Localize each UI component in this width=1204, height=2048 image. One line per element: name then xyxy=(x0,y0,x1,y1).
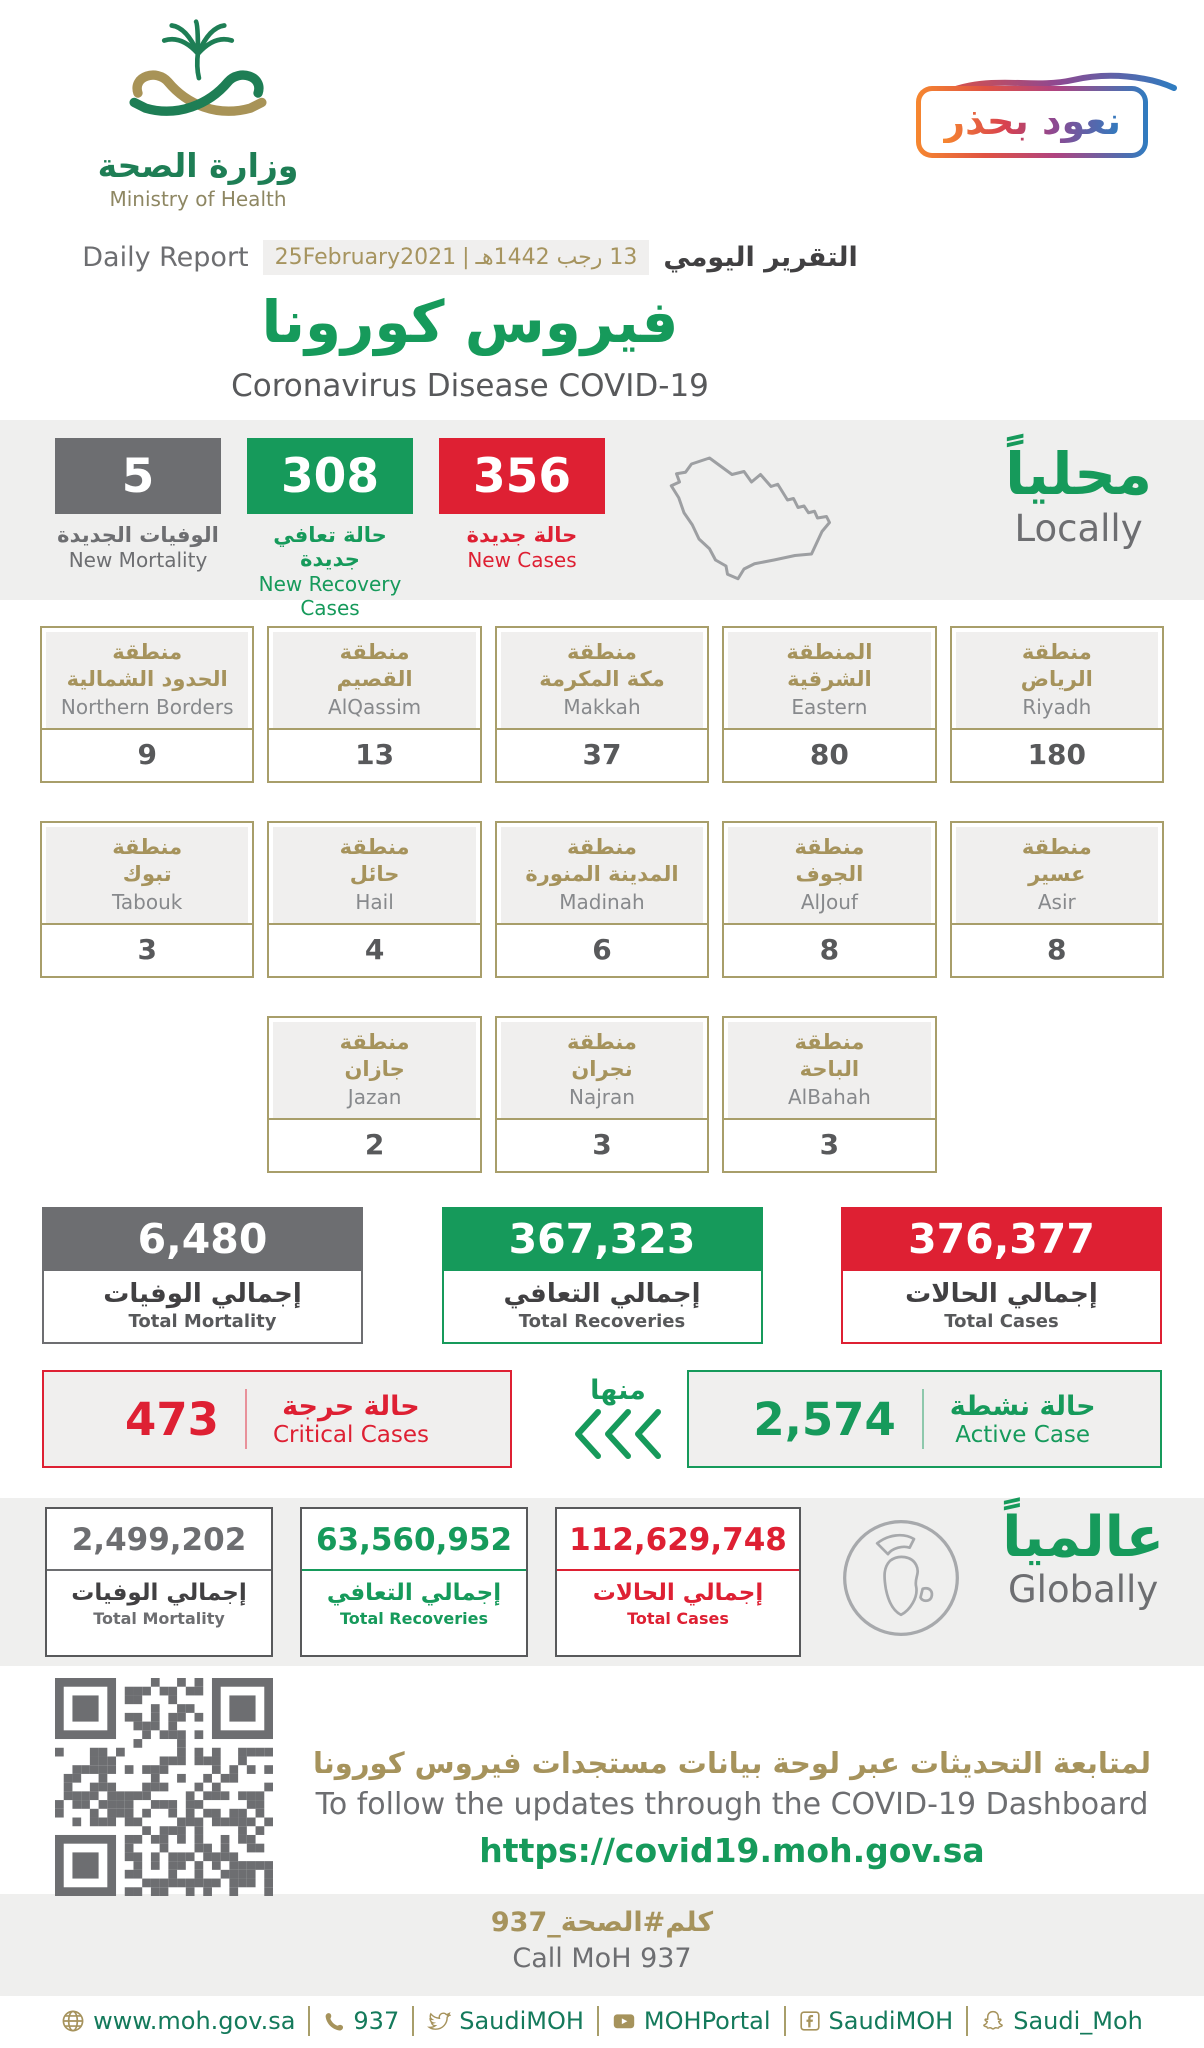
region-case-count: 3 xyxy=(724,1120,934,1171)
regions-grid xyxy=(0,600,1204,1173)
region-name-arabic: منطقة xyxy=(1021,640,1092,664)
report-date xyxy=(263,240,650,275)
region-name-arabic-2: جازان xyxy=(344,1057,405,1082)
divider xyxy=(784,2006,786,2036)
call-moh-section xyxy=(0,1894,1204,1996)
new-recovery-label-english: New Recovery Cases xyxy=(258,572,402,620)
dashboard-url-link[interactable]: https://covid19.moh.gov.sa xyxy=(479,1831,985,1870)
region-name-arabic-2: الباحة xyxy=(799,1057,860,1082)
global-cases-value: 112,629,748 xyxy=(557,1509,799,1571)
region-case-count: 8 xyxy=(952,925,1162,976)
footer-snapchat-label: Saudi_Moh xyxy=(1013,2007,1143,2035)
region-card-riyadh xyxy=(950,626,1164,783)
region-name-arabic-2: مكة المكرمة xyxy=(539,667,665,692)
locally-section xyxy=(0,420,1204,620)
region-name-arabic: المنطقة xyxy=(786,640,873,664)
region-name-arabic-2: الجوف xyxy=(795,862,864,887)
region-name-arabic-2: المدينة المنورة xyxy=(525,862,679,887)
snapchat-icon xyxy=(981,2009,1005,2033)
region-case-count: 180 xyxy=(952,730,1162,781)
global-recoveries-value: 63,560,952 xyxy=(302,1509,526,1571)
critical-cases-label-arabic: حالة حرجة xyxy=(282,1390,420,1422)
region-name-english: Riyadh xyxy=(1022,694,1092,719)
report-header-line xyxy=(0,240,940,275)
global-recoveries-label-arabic: إجمالي التعافي xyxy=(326,1580,502,1606)
region-name-english: Asir xyxy=(1037,889,1076,914)
of-which-connector xyxy=(570,1375,666,1464)
region-name-arabic-2: عسير xyxy=(1028,862,1086,887)
report-date-gregorian: 25February2021 xyxy=(274,245,457,270)
global-mortality-label-arabic: إجمالي الوفيات xyxy=(71,1580,247,1606)
region-name-english: Eastern xyxy=(791,694,868,719)
twitter-icon xyxy=(427,2009,451,2033)
region-name-arabic-2: الحدود الشمالية xyxy=(66,667,228,692)
divider xyxy=(966,2006,968,2036)
new-mortality-stat xyxy=(55,438,221,572)
total-cases-box xyxy=(841,1207,1162,1344)
region-name-arabic-2: الشرقية xyxy=(787,667,872,692)
daily-report-label: Daily Report xyxy=(82,242,249,273)
region-case-count: 9 xyxy=(42,730,252,781)
logo-title-arabic: وزارة الصحة xyxy=(97,146,299,185)
footer-bar xyxy=(0,1996,1204,2046)
region-case-count: 3 xyxy=(42,925,252,976)
region-name-arabic: منطقة xyxy=(339,835,410,859)
region-name-arabic: منطقة xyxy=(112,835,183,859)
active-cases-value: 2,574 xyxy=(753,1392,896,1446)
new-cases-label-arabic: حالة جديدة xyxy=(466,523,578,547)
active-cases-label-arabic: حالة نشطة xyxy=(949,1390,1096,1422)
page-title-english: Coronavirus Disease COVID-19 xyxy=(231,368,709,404)
globally-section xyxy=(0,1498,1204,1666)
total-mortality-label-english: Total Mortality xyxy=(128,1311,277,1332)
globally-heading-arabic: عالمياً xyxy=(1002,1505,1164,1570)
new-recovery-label-arabic: حالة تعافي جديدة xyxy=(273,523,387,571)
global-cases-box xyxy=(555,1507,801,1657)
total-recoveries-box xyxy=(442,1207,763,1344)
region-name-arabic: منطقة xyxy=(794,1030,865,1054)
facebook-icon xyxy=(799,2010,821,2032)
new-recovery-stat xyxy=(247,438,413,620)
locally-heading-english: Locally xyxy=(1014,506,1143,550)
call-moh-english: Call MoH 937 xyxy=(512,1943,692,1974)
footer-facebook-label: SaudiMOH xyxy=(828,2007,954,2035)
daily-report-label-arabic: التقرير اليومي xyxy=(663,242,858,273)
total-mortality-label-arabic: إجمالي الوفيات xyxy=(103,1279,302,1309)
global-mortality-value: 2,499,202 xyxy=(47,1509,271,1571)
region-name-english: Tabouk xyxy=(112,889,183,914)
call-moh-arabic: كلم#الصحة_937 xyxy=(490,1907,714,1938)
region-case-count: 13 xyxy=(269,730,479,781)
total-cases-label-arabic: إجمالي الحالات xyxy=(905,1279,1098,1309)
footer-phone[interactable] xyxy=(323,2007,399,2035)
return-with-caution-badge xyxy=(916,86,1148,158)
global-mortality-label-english: Total Mortality xyxy=(93,1609,225,1628)
new-cases-stat xyxy=(439,438,605,572)
footer-twitter[interactable] xyxy=(427,2007,584,2035)
region-name-arabic: منطقة xyxy=(567,835,637,859)
critical-cases-box xyxy=(42,1370,512,1468)
global-recoveries-label-english: Total Recoveries xyxy=(340,1609,488,1628)
region-case-count: 80 xyxy=(724,730,934,781)
region-card-alqassim xyxy=(267,626,481,783)
region-card-eastern xyxy=(722,626,936,783)
header xyxy=(0,0,1204,420)
badge-text: نعود بحذر xyxy=(943,99,1121,143)
region-name-arabic: منطقة xyxy=(112,640,183,664)
global-recoveries-box xyxy=(300,1507,528,1657)
locally-heading xyxy=(1005,438,1152,550)
region-name-arabic-2: حائل xyxy=(349,862,400,887)
new-mortality-value: 5 xyxy=(55,438,221,514)
region-card-tabouk xyxy=(40,821,254,978)
region-name-english: AlQassim xyxy=(328,694,422,719)
footer-youtube[interactable] xyxy=(612,2007,771,2035)
report-date-hijri: 13 رجب 1442هـ xyxy=(475,245,638,270)
region-name-arabic-2: نجران xyxy=(571,1057,633,1082)
global-cases-label-arabic: إجمالي الحالات xyxy=(592,1580,764,1606)
region-name-english: Northern Borders xyxy=(60,694,234,719)
region-card-asir xyxy=(950,821,1164,978)
total-mortality-value: 6,480 xyxy=(42,1207,363,1271)
region-name-english: Makkah xyxy=(563,694,641,719)
chevrons-left-icon xyxy=(570,1408,666,1460)
region-card-northern-borders xyxy=(40,626,254,783)
region-case-count: 37 xyxy=(497,730,707,781)
footer-twitter-label: SaudiMOH xyxy=(459,2007,584,2035)
totals-row xyxy=(42,1207,1162,1344)
critical-cases-value: 473 xyxy=(125,1392,219,1446)
new-cases-value: 356 xyxy=(439,438,605,514)
total-recoveries-label-arabic: إجمالي التعافي xyxy=(503,1279,701,1309)
footer-facebook[interactable] xyxy=(799,2007,954,2035)
critical-active-row xyxy=(42,1370,1162,1468)
divider xyxy=(308,2006,310,2036)
footer-snapchat[interactable] xyxy=(981,2007,1143,2035)
globally-heading xyxy=(1002,1507,1164,1611)
moh-emblem-icon xyxy=(103,18,293,140)
region-card-madinah xyxy=(495,821,709,978)
region-card-hail xyxy=(267,821,481,978)
region-name-english: Madinah xyxy=(559,889,645,914)
globe-icon xyxy=(836,1513,966,1643)
region-name-english: Jazan xyxy=(347,1084,402,1109)
region-name-arabic-2: القصيم xyxy=(336,667,413,692)
footer-website[interactable] xyxy=(61,2007,295,2035)
report-date-separator: | xyxy=(462,245,470,270)
saudi-arabia-map-icon xyxy=(645,440,870,590)
total-mortality-box xyxy=(42,1207,363,1344)
region-card-aljouf xyxy=(722,821,936,978)
of-which-label-arabic: منها xyxy=(590,1374,646,1406)
dashboard-section xyxy=(0,1666,1204,1894)
global-mortality-box xyxy=(45,1507,273,1657)
region-name-arabic: منطقة xyxy=(567,640,637,664)
region-name-arabic: منطقة xyxy=(339,640,410,664)
region-card-jazan xyxy=(267,1016,481,1173)
phone-icon xyxy=(323,2010,345,2032)
region-case-count: 3 xyxy=(497,1120,707,1171)
region-name-arabic: منطقة xyxy=(567,1030,637,1054)
region-name-arabic: منطقة xyxy=(794,835,865,859)
region-case-count: 6 xyxy=(497,925,707,976)
locally-heading-arabic: محلياً xyxy=(1005,440,1152,508)
global-cases-label-english: Total Cases xyxy=(627,1609,729,1628)
globally-heading-english: Globally xyxy=(1008,1567,1159,1611)
region-card-albahah xyxy=(722,1016,936,1173)
region-case-count: 8 xyxy=(724,925,934,976)
divider xyxy=(597,2006,599,2036)
globe-icon xyxy=(61,2009,85,2033)
moh-logo xyxy=(58,18,338,211)
youtube-icon xyxy=(612,2009,636,2033)
total-recoveries-value: 367,323 xyxy=(442,1207,763,1271)
new-cases-label-english: New Cases xyxy=(467,548,577,572)
region-name-english: AlJouf xyxy=(800,889,858,914)
dashboard-text-english: To follow the updates through the COVID-19 Dashboard xyxy=(315,1787,1149,1822)
region-name-arabic-2: تبوك xyxy=(122,862,172,887)
region-card-makkah xyxy=(495,626,709,783)
critical-cases-label-english: Critical Cases xyxy=(272,1421,429,1448)
region-name-arabic: منطقة xyxy=(1021,835,1092,859)
region-card-najran xyxy=(495,1016,709,1173)
new-mortality-label-arabic: الوفيات الجديدة xyxy=(57,523,219,547)
footer-phone-label: 937 xyxy=(353,2007,400,2035)
logo-title-english: Ministry of Health xyxy=(109,187,287,211)
qr-code xyxy=(55,1678,273,1896)
region-name-english: Najran xyxy=(569,1084,635,1109)
region-case-count: 4 xyxy=(269,925,479,976)
region-case-count: 2 xyxy=(269,1120,479,1171)
region-name-arabic-2: الرياض xyxy=(1020,667,1093,692)
active-cases-box xyxy=(687,1370,1162,1468)
divider xyxy=(245,1389,247,1449)
total-recoveries-label-english: Total Recoveries xyxy=(518,1311,686,1332)
region-name-english: AlBahah xyxy=(787,1084,871,1109)
active-cases-label-english: Active Case xyxy=(955,1421,1091,1448)
page-title-arabic: فيروس كورونا xyxy=(261,288,679,356)
footer-website-label: www.moh.gov.sa xyxy=(93,2007,296,2035)
region-name-english: Hail xyxy=(355,889,394,914)
total-cases-value: 376,377 xyxy=(841,1207,1162,1271)
dashboard-text-arabic: لمتابعة التحديثات عبر لوحة بيانات مستجدات فيروس كورونا xyxy=(313,1746,1151,1780)
total-cases-label-english: Total Cases xyxy=(944,1311,1059,1332)
divider xyxy=(922,1389,924,1449)
new-recovery-value: 308 xyxy=(247,438,413,514)
region-name-arabic: منطقة xyxy=(339,1030,410,1054)
new-mortality-label-english: New Mortality xyxy=(68,548,208,572)
divider xyxy=(412,2006,414,2036)
footer-youtube-label: MOHPortal xyxy=(643,2007,771,2035)
